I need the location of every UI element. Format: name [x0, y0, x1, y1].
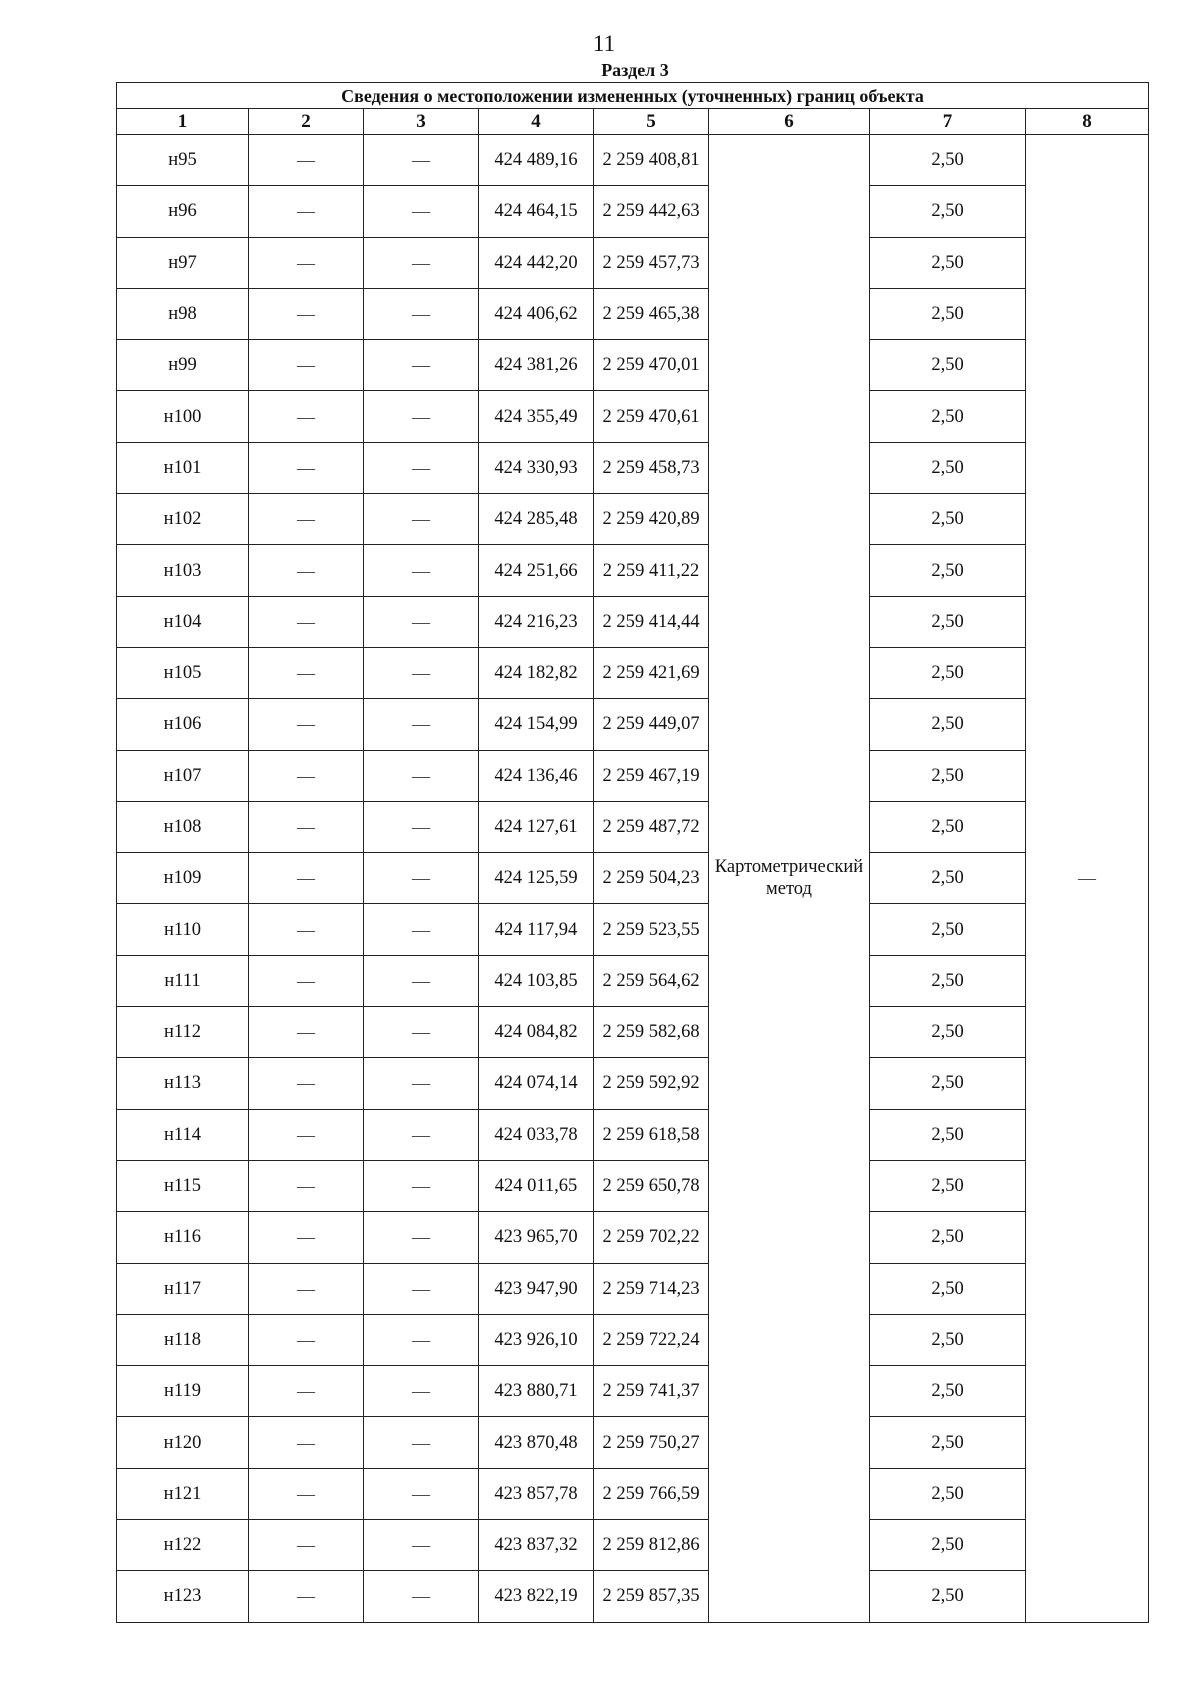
- accuracy-cell: 2,50: [870, 955, 1026, 1006]
- accuracy-cell: 2,50: [870, 1571, 1026, 1622]
- col2-cell: —: [249, 750, 364, 801]
- x-coordinate-cell: 423 965,70: [479, 1212, 594, 1263]
- col2-cell: —: [249, 1160, 364, 1211]
- y-coordinate-cell: 2 259 421,69: [594, 647, 709, 698]
- table-row: [117, 647, 1149, 698]
- accuracy-cell: 2,50: [870, 391, 1026, 442]
- col3-cell: —: [364, 442, 479, 493]
- col3-cell: —: [364, 904, 479, 955]
- column-number: 3: [364, 109, 479, 135]
- accuracy-cell: 2,50: [870, 853, 1026, 904]
- table-row: [117, 801, 1149, 852]
- col3-cell: —: [364, 1058, 479, 1109]
- table-caption: Сведения о местоположении измененных (уточненных) границ объекта: [117, 83, 1149, 109]
- point-name-cell: н113: [117, 1058, 249, 1109]
- col3-cell: —: [364, 1468, 479, 1519]
- col2-cell: —: [249, 647, 364, 698]
- col3-cell: —: [364, 955, 479, 1006]
- point-name-cell: н96: [117, 186, 249, 237]
- x-coordinate-cell: 424 406,62: [479, 288, 594, 339]
- x-coordinate-cell: 423 822,19: [479, 1571, 594, 1622]
- table-row: [117, 1109, 1149, 1160]
- point-name-cell: н122: [117, 1520, 249, 1571]
- col2-cell: —: [249, 135, 364, 186]
- y-coordinate-cell: 2 259 449,07: [594, 699, 709, 750]
- x-coordinate-cell: 424 103,85: [479, 955, 594, 1006]
- col2-cell: —: [249, 545, 364, 596]
- col3-cell: —: [364, 699, 479, 750]
- x-coordinate-cell: 423 947,90: [479, 1263, 594, 1314]
- table-row: [117, 288, 1149, 339]
- accuracy-cell: 2,50: [870, 1058, 1026, 1109]
- point-name-cell: н107: [117, 750, 249, 801]
- accuracy-cell: 2,50: [870, 1314, 1026, 1365]
- column-number: 5: [594, 109, 709, 135]
- y-coordinate-cell: 2 259 618,58: [594, 1109, 709, 1160]
- col3-cell: —: [364, 647, 479, 698]
- point-name-cell: н114: [117, 1109, 249, 1160]
- col2-cell: —: [249, 904, 364, 955]
- col3-cell: —: [364, 340, 479, 391]
- table-row: [117, 135, 1149, 186]
- col3-cell: —: [364, 1263, 479, 1314]
- y-coordinate-cell: 2 259 564,62: [594, 955, 709, 1006]
- x-coordinate-cell: 424 033,78: [479, 1109, 594, 1160]
- y-coordinate-cell: 2 259 650,78: [594, 1160, 709, 1211]
- point-name-cell: н104: [117, 596, 249, 647]
- point-name-cell: н121: [117, 1468, 249, 1519]
- point-name-cell: н115: [117, 1160, 249, 1211]
- col3-cell: —: [364, 801, 479, 852]
- col2-cell: —: [249, 699, 364, 750]
- col2-cell: —: [249, 1314, 364, 1365]
- section-title: Раздел 3: [601, 60, 669, 80]
- y-coordinate-cell: 2 259 812,86: [594, 1520, 709, 1571]
- y-coordinate-cell: 2 259 420,89: [594, 494, 709, 545]
- table-row: [117, 1520, 1149, 1571]
- y-coordinate-cell: 2 259 523,55: [594, 904, 709, 955]
- y-coordinate-cell: 2 259 857,35: [594, 1571, 709, 1622]
- x-coordinate-cell: 423 837,32: [479, 1520, 594, 1571]
- x-coordinate-cell: 424 084,82: [479, 1007, 594, 1058]
- col2-cell: —: [249, 1109, 364, 1160]
- col2-cell: —: [249, 340, 364, 391]
- accuracy-cell: 2,50: [870, 340, 1026, 391]
- col2-cell: —: [249, 1417, 364, 1468]
- col3-cell: —: [364, 596, 479, 647]
- col3-cell: —: [364, 391, 479, 442]
- accuracy-cell: 2,50: [870, 135, 1026, 186]
- point-name-cell: н102: [117, 494, 249, 545]
- col3-cell: —: [364, 1212, 479, 1263]
- col2-cell: —: [249, 955, 364, 1006]
- table-row: [117, 1212, 1149, 1263]
- accuracy-cell: 2,50: [870, 801, 1026, 852]
- table-row: [117, 494, 1149, 545]
- point-name-cell: н105: [117, 647, 249, 698]
- y-coordinate-cell: 2 259 582,68: [594, 1007, 709, 1058]
- accuracy-cell: 2,50: [870, 545, 1026, 596]
- table-row: [117, 1058, 1149, 1109]
- table-row: [117, 853, 1149, 904]
- table-row: [117, 750, 1149, 801]
- col3-cell: —: [364, 545, 479, 596]
- table-row: [117, 904, 1149, 955]
- y-coordinate-cell: 2 259 722,24: [594, 1314, 709, 1365]
- col2-cell: —: [249, 1366, 364, 1417]
- col3-cell: —: [364, 1007, 479, 1058]
- column-number: 7: [870, 109, 1026, 135]
- point-name-cell: н112: [117, 1007, 249, 1058]
- y-coordinate-cell: 2 259 504,23: [594, 853, 709, 904]
- col2-cell: —: [249, 186, 364, 237]
- accuracy-cell: 2,50: [870, 1263, 1026, 1314]
- point-name-cell: н111: [117, 955, 249, 1006]
- table-row: [117, 442, 1149, 493]
- method-cell: Картометрический метод: [709, 135, 870, 1623]
- y-coordinate-cell: 2 259 414,44: [594, 596, 709, 647]
- x-coordinate-cell: 424 355,49: [479, 391, 594, 442]
- point-name-cell: н119: [117, 1366, 249, 1417]
- y-coordinate-cell: 2 259 702,22: [594, 1212, 709, 1263]
- accuracy-cell: 2,50: [870, 904, 1026, 955]
- accuracy-cell: 2,50: [870, 1109, 1026, 1160]
- col2-cell: —: [249, 853, 364, 904]
- y-coordinate-cell: 2 259 411,22: [594, 545, 709, 596]
- x-coordinate-cell: 424 330,93: [479, 442, 594, 493]
- x-coordinate-cell: 424 216,23: [479, 596, 594, 647]
- table-row: [117, 340, 1149, 391]
- x-coordinate-cell: 424 127,61: [479, 801, 594, 852]
- col3-cell: —: [364, 1314, 479, 1365]
- table-row: [117, 1007, 1149, 1058]
- column-number: 8: [1026, 109, 1149, 135]
- col3-cell: —: [364, 288, 479, 339]
- column-number-row: [117, 109, 1149, 135]
- table-row: [117, 1263, 1149, 1314]
- table-row: [117, 1571, 1149, 1622]
- y-coordinate-cell: 2 259 442,63: [594, 186, 709, 237]
- col3-cell: —: [364, 1160, 479, 1211]
- y-coordinate-cell: 2 259 592,92: [594, 1058, 709, 1109]
- col3-cell: —: [364, 494, 479, 545]
- col2-cell: —: [249, 1263, 364, 1314]
- col2-cell: —: [249, 1571, 364, 1622]
- x-coordinate-cell: 424 136,46: [479, 750, 594, 801]
- point-name-cell: н98: [117, 288, 249, 339]
- x-coordinate-cell: 424 464,15: [479, 186, 594, 237]
- col2-cell: —: [249, 237, 364, 288]
- table-row: [117, 1314, 1149, 1365]
- accuracy-cell: 2,50: [870, 1520, 1026, 1571]
- y-coordinate-cell: 2 259 408,81: [594, 135, 709, 186]
- accuracy-cell: 2,50: [870, 647, 1026, 698]
- point-name-cell: н120: [117, 1417, 249, 1468]
- y-coordinate-cell: 2 259 470,61: [594, 391, 709, 442]
- col2-cell: —: [249, 1520, 364, 1571]
- point-name-cell: н99: [117, 340, 249, 391]
- accuracy-cell: 2,50: [870, 442, 1026, 493]
- table-row: [117, 186, 1149, 237]
- accuracy-cell: 2,50: [870, 288, 1026, 339]
- accuracy-cell: 2,50: [870, 1468, 1026, 1519]
- accuracy-cell: 2,50: [870, 750, 1026, 801]
- col2-cell: —: [249, 1212, 364, 1263]
- table-row: [117, 596, 1149, 647]
- point-name-cell: н117: [117, 1263, 249, 1314]
- col8-cell: —: [1026, 135, 1149, 1623]
- table-row: [117, 391, 1149, 442]
- y-coordinate-cell: 2 259 467,19: [594, 750, 709, 801]
- col2-cell: —: [249, 1007, 364, 1058]
- col3-cell: —: [364, 186, 479, 237]
- col3-cell: —: [364, 1571, 479, 1622]
- y-coordinate-cell: 2 259 458,73: [594, 442, 709, 493]
- accuracy-cell: 2,50: [870, 494, 1026, 545]
- y-coordinate-cell: 2 259 465,38: [594, 288, 709, 339]
- x-coordinate-cell: 424 074,14: [479, 1058, 594, 1109]
- col3-cell: —: [364, 1366, 479, 1417]
- col3-cell: —: [364, 135, 479, 186]
- y-coordinate-cell: 2 259 741,37: [594, 1366, 709, 1417]
- x-coordinate-cell: 424 285,48: [479, 494, 594, 545]
- col3-cell: —: [364, 1520, 479, 1571]
- point-name-cell: н118: [117, 1314, 249, 1365]
- x-coordinate-cell: 424 011,65: [479, 1160, 594, 1211]
- x-coordinate-cell: 423 857,78: [479, 1468, 594, 1519]
- column-number: 1: [117, 109, 249, 135]
- col3-cell: —: [364, 237, 479, 288]
- col2-cell: —: [249, 288, 364, 339]
- accuracy-cell: 2,50: [870, 1212, 1026, 1263]
- point-name-cell: н108: [117, 801, 249, 852]
- col3-cell: —: [364, 750, 479, 801]
- x-coordinate-cell: 424 125,59: [479, 853, 594, 904]
- col2-cell: —: [249, 801, 364, 852]
- column-number: 4: [479, 109, 594, 135]
- accuracy-cell: 2,50: [870, 237, 1026, 288]
- x-coordinate-cell: 424 251,66: [479, 545, 594, 596]
- col2-cell: —: [249, 596, 364, 647]
- x-coordinate-cell: 424 154,99: [479, 699, 594, 750]
- x-coordinate-cell: 423 870,48: [479, 1417, 594, 1468]
- point-name-cell: н110: [117, 904, 249, 955]
- x-coordinate-cell: 423 926,10: [479, 1314, 594, 1365]
- table-row: [117, 1417, 1149, 1468]
- x-coordinate-cell: 424 117,94: [479, 904, 594, 955]
- col3-cell: —: [364, 853, 479, 904]
- point-name-cell: н103: [117, 545, 249, 596]
- col3-cell: —: [364, 1109, 479, 1160]
- col2-cell: —: [249, 442, 364, 493]
- accuracy-cell: 2,50: [870, 1007, 1026, 1058]
- col2-cell: —: [249, 1468, 364, 1519]
- y-coordinate-cell: 2 259 766,59: [594, 1468, 709, 1519]
- point-name-cell: н97: [117, 237, 249, 288]
- col3-cell: —: [364, 1417, 479, 1468]
- point-name-cell: н101: [117, 442, 249, 493]
- table-row: [117, 1160, 1149, 1211]
- page-number: 11: [592, 31, 616, 56]
- y-coordinate-cell: 2 259 457,73: [594, 237, 709, 288]
- table-row: [117, 545, 1149, 596]
- y-coordinate-cell: 2 259 750,27: [594, 1417, 709, 1468]
- x-coordinate-cell: 424 489,16: [479, 135, 594, 186]
- table-body: [117, 135, 1149, 1623]
- col2-cell: —: [249, 1058, 364, 1109]
- point-name-cell: н116: [117, 1212, 249, 1263]
- table-row: [117, 1468, 1149, 1519]
- accuracy-cell: 2,50: [870, 1160, 1026, 1211]
- point-name-cell: н95: [117, 135, 249, 186]
- point-name-cell: н123: [117, 1571, 249, 1622]
- col2-cell: —: [249, 391, 364, 442]
- point-name-cell: н106: [117, 699, 249, 750]
- column-number: 2: [249, 109, 364, 135]
- column-number: 6: [709, 109, 870, 135]
- x-coordinate-cell: 424 442,20: [479, 237, 594, 288]
- point-name-cell: н100: [117, 391, 249, 442]
- x-coordinate-cell: 423 880,71: [479, 1366, 594, 1417]
- table-row: [117, 237, 1149, 288]
- col2-cell: —: [249, 494, 364, 545]
- accuracy-cell: 2,50: [870, 699, 1026, 750]
- accuracy-cell: 2,50: [870, 1366, 1026, 1417]
- y-coordinate-cell: 2 259 714,23: [594, 1263, 709, 1314]
- table-row: [117, 955, 1149, 1006]
- boundary-coordinates-table: [116, 82, 1149, 1623]
- accuracy-cell: 2,50: [870, 596, 1026, 647]
- table-row: [117, 699, 1149, 750]
- accuracy-cell: 2,50: [870, 186, 1026, 237]
- y-coordinate-cell: 2 259 487,72: [594, 801, 709, 852]
- point-name-cell: н109: [117, 853, 249, 904]
- table-row: [117, 1366, 1149, 1417]
- accuracy-cell: 2,50: [870, 1417, 1026, 1468]
- y-coordinate-cell: 2 259 470,01: [594, 340, 709, 391]
- x-coordinate-cell: 424 381,26: [479, 340, 594, 391]
- x-coordinate-cell: 424 182,82: [479, 647, 594, 698]
